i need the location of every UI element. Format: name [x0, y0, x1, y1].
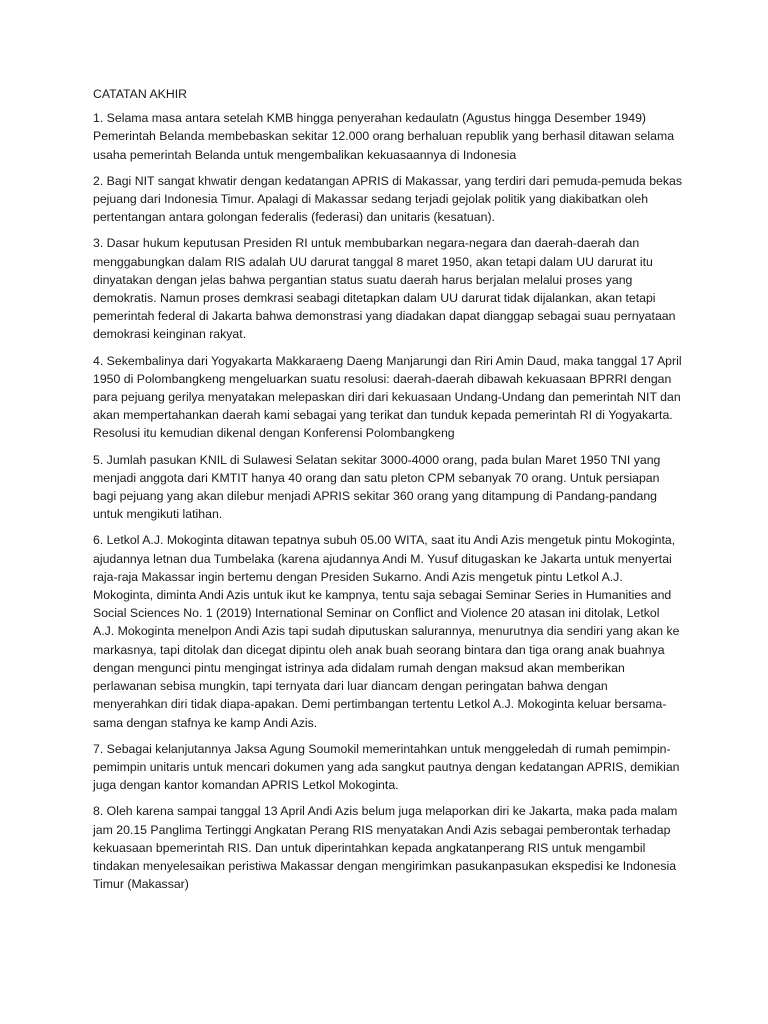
note-2: 2. Bagi NIT sangat khwatir dengan kedatangan APRIS di Makassar, yang terdiri dari pemuda-pemuda bekas pejuang dari Indonesia Timur. Apalagi di Makassar sedang terjadi gejolak politik yang diakibatkan oleh pertentangan antara golongan federalis (federasi) dan unitaris (kesatuan).	[93, 173, 683, 225]
page-title: CATATAN AKHIR	[93, 87, 188, 101]
note-8: 8. Oleh karena sampai tanggal 13 April Andi Azis belum juga melaporkan diri ke Jakarta, maka pada malam jam 20.15 Panglima Tertinggi Angkatan Perang RIS menyatakan Andi Azis sebagai pemberontak terhadap kekuasaan bpemerintah RIS. Dan untuk diperintahkan kepada angkatanperang RIS untuk mengambil tindakan menyelesaikan peristiwa Makassar dengan mengirimkan pasukanpasukan ekspedisi ke Indonesia Timur (Makassar)	[93, 804, 678, 892]
note-1: 1. Selama masa antara setelah KMB hingga penyerahan kedaulatn (Agustus hingga Desember 1949) Pemerintah Belanda membebaskan sekitar 12.000 orang berhaluan republik yang berhasil ditawan selama usaha pemerintah Belanda untuk mengembalikan kekuasaannya di Indonesia	[93, 111, 675, 162]
note-6: 6. Letkol A.J. Mokoginta ditawan tepatnya subuh 05.00 WITA, saat itu Andi Azis mengetuk pintu Mokoginta, ajudannya letnan dua Tumbelaka (karena ajudannya Andi M. Yusuf ditugaskan ke Jakarta untuk menyertai raja-raja Makassar ingin bertemu dengan Presiden Sukarno. Andi Azis mengetuk pintu Letkol A.J. Mokoginta, diminta Andi Azis untuk ikut ke kampnya, tentu saja sebagai Seminar Series in Humanities and Social Sciences No. 1 (2019) International Seminar on Conflict and Violence 20 atasan ini ditolak, Letkol A.J. Mokoginta menelpon Andi Azis tapi sudah diputuskan salurannya, menurutnya dia sendiri yang akan ke markasnya, tapi ditolak dan dicegat dipintu oleh anak buah seorang bintara dan tiga orang anak buahnya dengan mengunci pintu mengingat istrinya ada didalam rumah dengan maksud akan memberikan perlawanan sebisa mungkin, tapi ternyata dari luar diancam dengan peringatan bahwa dengan menyerahkan diri tidak diapa-apakan. Demi pertimbangan tertentu Letkol A.J. Mokoginta keluar bersama-sama dengan stafnya ke kamp Andi Azis.	[93, 533, 680, 730]
document-page	[93, 85, 683, 901]
note-4: 4. Sekembalinya dari Yogyakarta Makkaraeng Daeng Manjarungi dan Riri Amin Daud, maka tanggal 17 April 1950 di Polombangkeng mengeluarkan suatu resolusi: daerah-daerah dibawah kekuasaan BPRRI dengan para pejuang gerilya menyatakan melepaskan diri dari kekuasaan Undang-Undang dan pemerintah NIT dan akan mempertahankan daerah kami sebagai yang terikat dan tunduk kepada pemerintah RI di Yogyakarta. Resolusi itu kemudian dikenal dengan Konferensi Polombangkeng	[93, 353, 682, 441]
note-3: 3. Dasar hukum keputusan Presiden RI untuk membubarkan negara-negara dan daerah-daerah dan menggabungkan dalam RIS adalah UU darurat tanggal 8 maret 1950, akan tetapi dalam UU darurat itu dinyatakan dengan jelas bahwa pergantian status suatu daerah harus berjalan melalui proses yang demokratis. Namun proses demkrasi seabagi ditetapkan dalam UU darurat tidak dijalankan, akan tetapi pemerintah federal di Jakarta bahwa demonstrasi yang diadakan dapat dianggap sebagai suau pernyataan demokrasi keinginan rakyat.	[93, 236, 676, 342]
note-5: 5. Jumlah pasukan KNIL di Sulawesi Selatan sekitar 3000-4000 orang, pada bulan Maret 1950 TNI yang menjadi anggota dari KMTIT hanya 40 orang dan satu pleton CPM sebanyak 70 orang. Untuk persiapan bagi pejuang yang akan dilebur menjadi APRIS sekitar 360 orang yang ditampung di Pandang-pandang untuk mengikuti latihan.	[93, 452, 661, 522]
note-7: 7. Sebagai kelanjutannya Jaksa Agung Soumokil memerintahkan untuk menggeledah di rumah pemimpin-pemimpin unitaris untuk mencari dokumen yang ada sangkut pautnya dengan kedatangan APRIS, demikian juga dengan kantor komandan APRIS Letkol Mokoginta.	[93, 741, 680, 793]
